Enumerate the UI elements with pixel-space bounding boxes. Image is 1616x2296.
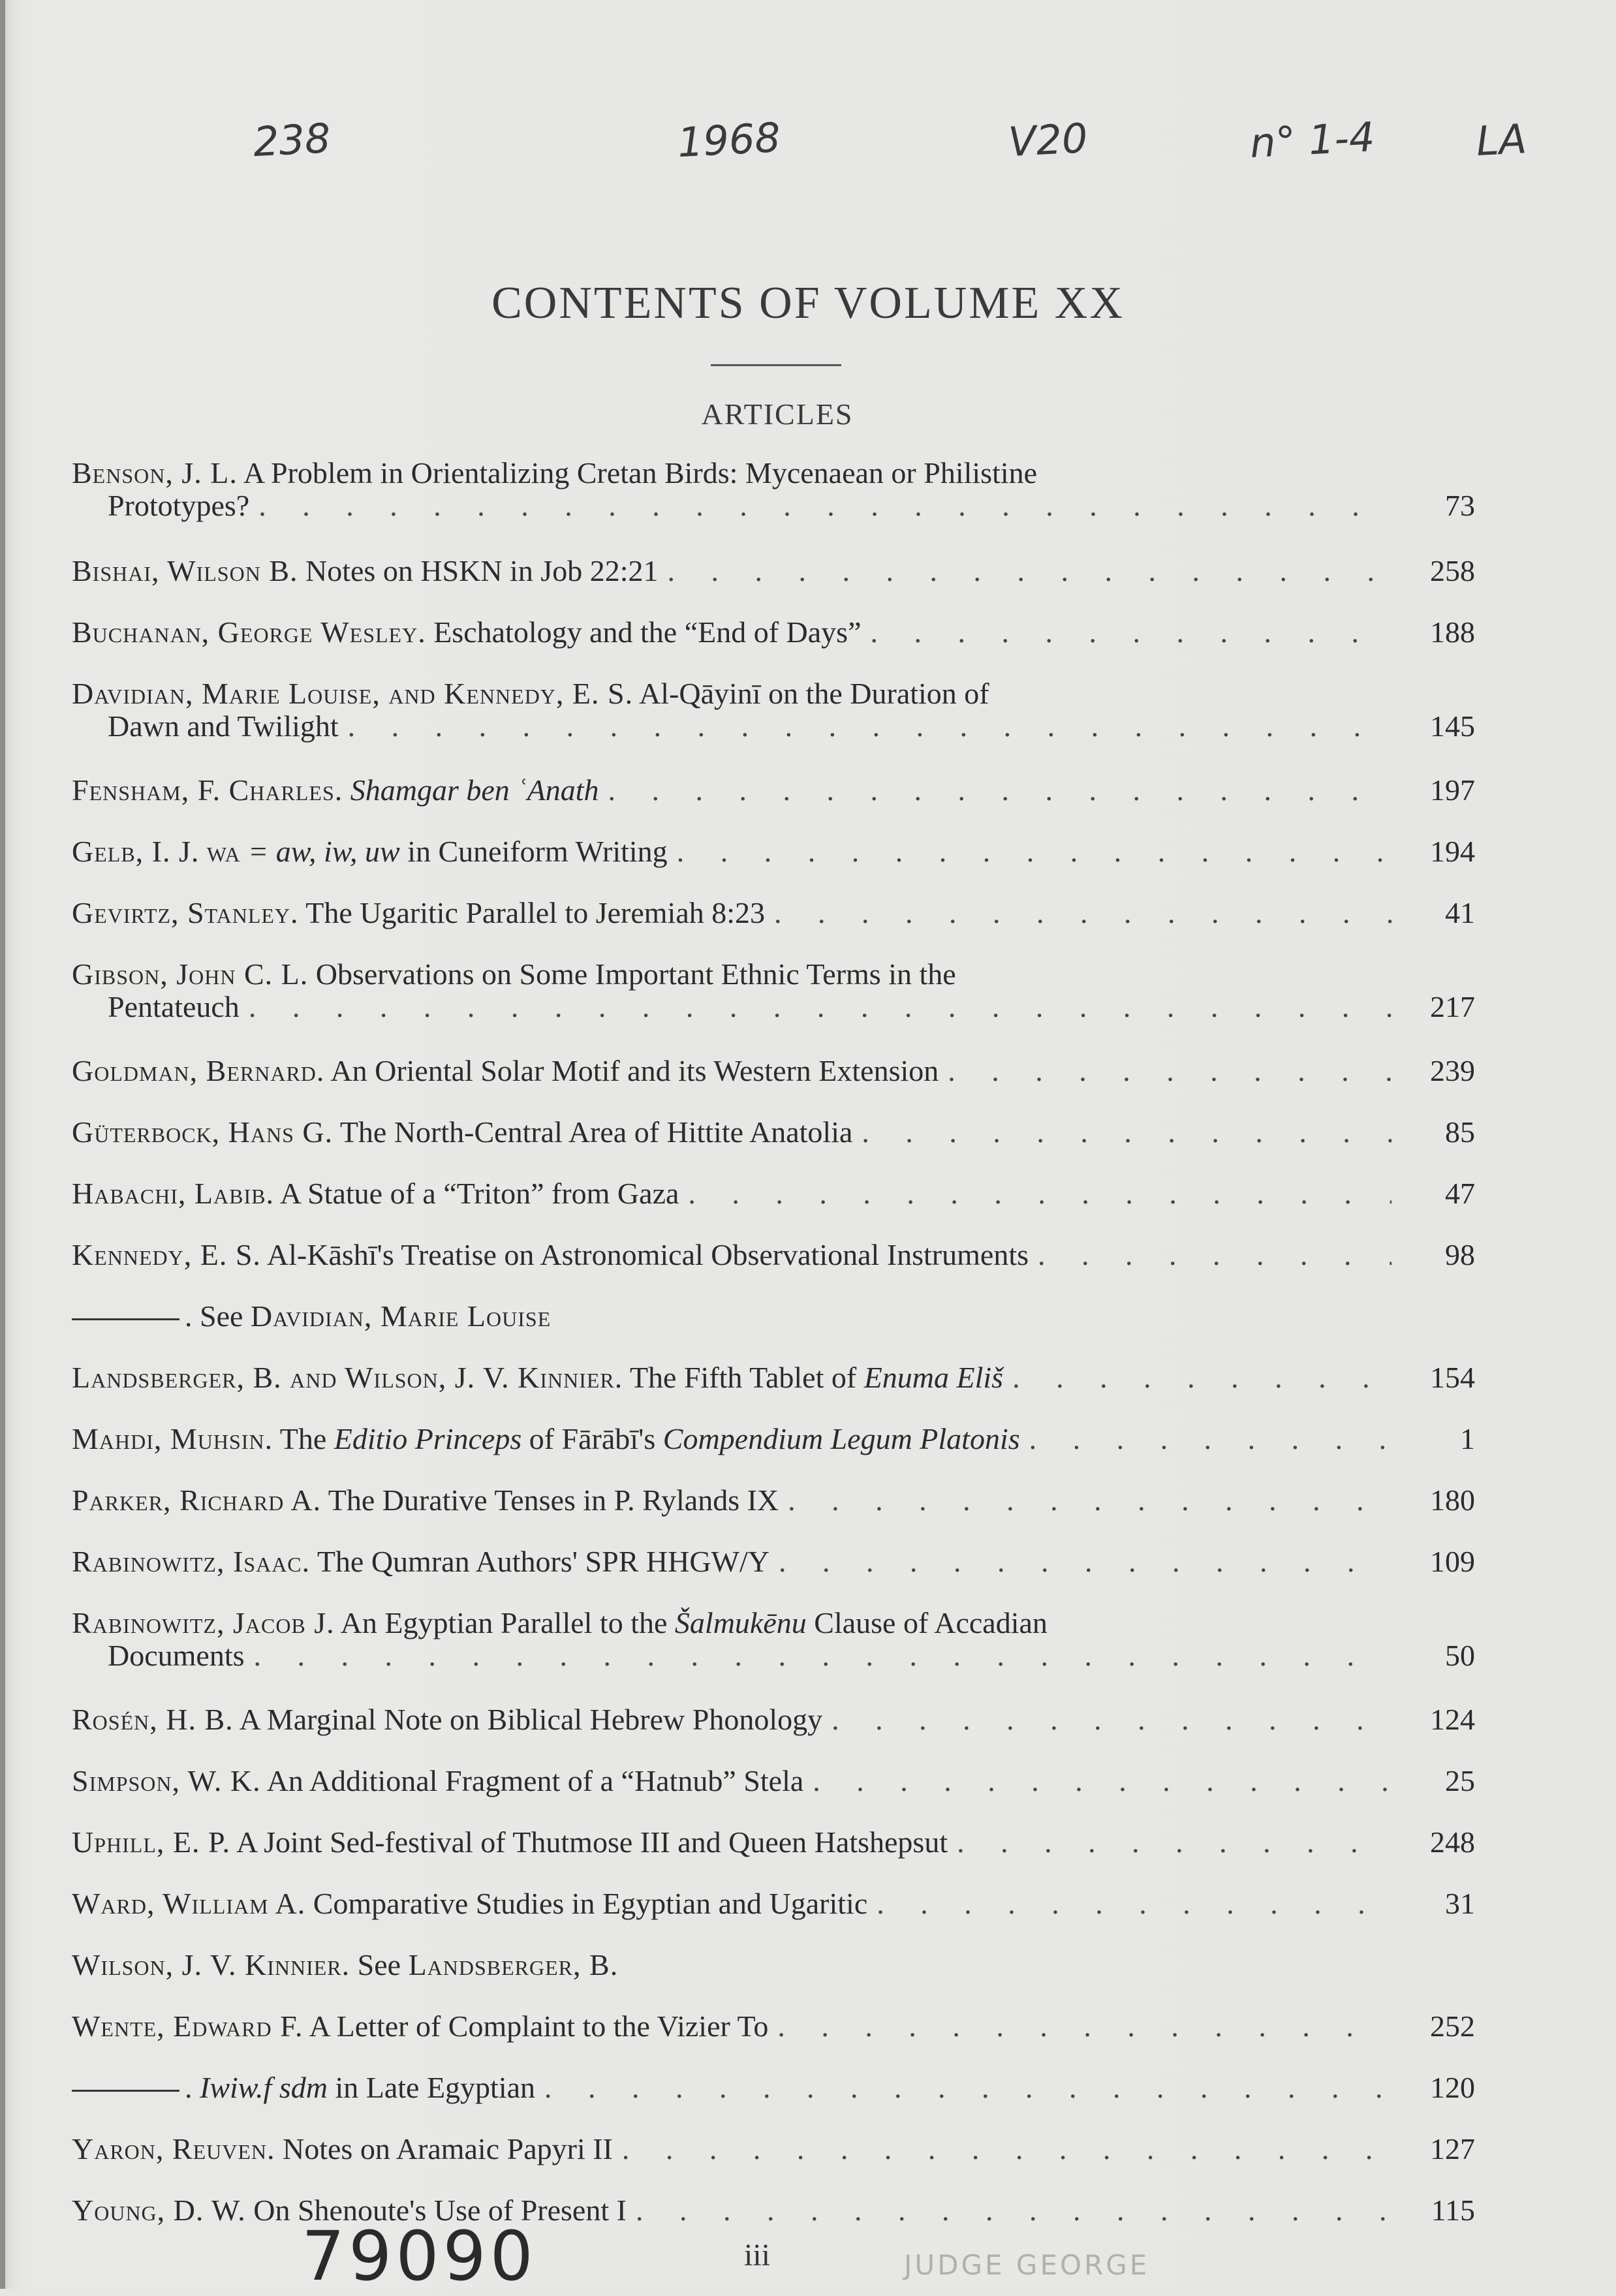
entry-title: The Qumran Authors' SPR HHGW/Y	[317, 1545, 769, 1578]
entry-author: Davidian, Marie Louise, and Kennedy, E. S.	[72, 677, 634, 710]
entry-author: Yaron, Reuven.	[72, 2132, 275, 2165]
toc-entry-line	[72, 1361, 1475, 1394]
entry-author: Gelb, I. J.	[72, 835, 200, 868]
entry-page-number: 217	[1430, 990, 1475, 1023]
toc-entry	[72, 958, 1475, 1023]
dot-leader	[254, 1639, 1391, 1672]
entry-title-italic: Shamgar ben ʿAnath	[350, 773, 599, 807]
toc-entry	[72, 2194, 1475, 2227]
entry-title: Observations on Some Important Ethnic Terms in the	[315, 957, 956, 991]
toc-entry-line	[72, 958, 1475, 991]
entry-page-number: 73	[1445, 489, 1475, 522]
toc-entry-text	[72, 1606, 1048, 1639]
toc-entry-line	[72, 1545, 1475, 1578]
entry-author: Wilson, J. V. Kinnier.	[72, 1948, 350, 1981]
entry-page-number: 127	[1430, 2132, 1475, 2165]
title-rule	[711, 364, 841, 366]
entry-author: Young, D. W.	[72, 2194, 246, 2227]
toc-entry-text	[72, 2010, 768, 2043]
dot-leader	[622, 2133, 1391, 2165]
page-title: CONTENTS OF VOLUME XX	[491, 278, 1125, 328]
toc-entry-continuation	[72, 710, 1475, 743]
toc-entry	[72, 1545, 1475, 1578]
toc-entry	[72, 1361, 1475, 1394]
toc-entry-line	[72, 1239, 1475, 1271]
entry-page-number: 124	[1430, 1703, 1475, 1736]
toc-entry-text	[72, 1545, 769, 1578]
entry-page-number: 120	[1430, 2071, 1475, 2104]
toc-entry	[72, 1300, 1475, 1333]
entry-author: Ward, William A.	[72, 1887, 306, 1920]
dot-leader	[544, 2071, 1391, 2104]
repeat-author-dash	[72, 2090, 179, 2092]
toc-entry-text	[72, 1116, 852, 1149]
toc-entry-continuation	[72, 991, 1475, 1023]
entry-title: Al-Qāyinī on the Duration of	[639, 677, 989, 710]
toc-entry-text	[72, 1765, 803, 1797]
dot-leader	[877, 1887, 1391, 1920]
entry-author: Goldman, Bernard.	[72, 1054, 325, 1087]
entry-author: Kennedy, E. S.	[72, 1238, 261, 1271]
entry-see-author: Davidian, Marie Louise	[250, 1299, 552, 1333]
entry-author: Gibson, John C. L.	[72, 957, 309, 991]
entry-title-italic: Editio Princeps	[334, 1422, 522, 1455]
toc-entry-line	[72, 2133, 1475, 2165]
entry-page-number: 248	[1430, 1825, 1475, 1859]
dot-leader	[608, 774, 1392, 807]
toc-entry-continuation	[72, 489, 1475, 522]
entry-title: On Shenoute's Use of Present I	[253, 2194, 627, 2227]
toc-entry	[72, 1055, 1475, 1087]
entry-see-author: Landsberger, B.	[408, 1948, 619, 1981]
entry-page-number: 197	[1430, 773, 1475, 807]
dot-leader	[871, 616, 1391, 649]
library-stamp: JUDGE GEORGE	[904, 2249, 1150, 2281]
entry-page-number: 258	[1430, 554, 1475, 587]
dot-leader	[1038, 1239, 1391, 1271]
toc-entry-text	[72, 1177, 679, 1210]
entry-title: A Marginal Note on Biblical Hebrew Phonology	[239, 1703, 823, 1736]
entry-author: Uphill, E. P.	[72, 1825, 230, 1859]
dot-leader	[636, 2194, 1391, 2227]
toc-entry-text	[72, 456, 1037, 489]
toc-entry-line	[72, 1949, 1475, 1981]
entry-page-number: 115	[1431, 2194, 1475, 2227]
toc-entry-text	[72, 897, 765, 929]
toc-entry	[72, 835, 1475, 868]
toc-entry	[72, 2071, 1475, 2104]
section-heading: ARTICLES	[701, 397, 854, 431]
toc-entry-line	[72, 1484, 1475, 1517]
entry-title: Comparative Studies in Egyptian and Ugaritic	[313, 1887, 868, 1920]
entry-title-rest: in Cuneiform Writing	[407, 835, 668, 868]
toc-entry	[72, 457, 1475, 522]
toc-entry-text	[72, 1887, 867, 1920]
entry-title: The	[279, 1422, 327, 1455]
toc-entry-text	[72, 774, 599, 807]
entry-title-italic: Enuma Eliš	[863, 1361, 1004, 1394]
toc-entry-text	[72, 1239, 1029, 1271]
toc-entry	[72, 1607, 1475, 1672]
toc-entry-line	[72, 457, 1475, 489]
handwritten-note-3: V20	[1007, 114, 1089, 166]
toc-entry	[72, 2133, 1475, 2165]
toc-entry-line	[72, 1055, 1475, 1087]
toc-entry-text	[72, 1361, 1003, 1394]
entry-title-italic: Iwiw.f sdm	[200, 2071, 328, 2104]
entry-title: An Oriental Solar Motif and its Western Extension	[330, 1054, 939, 1087]
toc-entry	[72, 774, 1475, 807]
toc-entry-line	[72, 555, 1475, 587]
handwritten-note-4: n° 1-4	[1249, 113, 1376, 167]
entry-page-number: 85	[1445, 1115, 1475, 1149]
entry-title: A Statue of a “Triton” from Gaza	[279, 1177, 679, 1210]
toc-entry	[72, 1703, 1475, 1736]
entry-page-number: 154	[1430, 1361, 1475, 1394]
toc-entry	[72, 2010, 1475, 2043]
entry-author: Habachi, Labib.	[72, 1177, 274, 1210]
dot-leader	[348, 710, 1391, 743]
handwritten-note-5: LA	[1475, 115, 1528, 165]
dot-leader	[948, 1055, 1391, 1087]
repeat-author-dash	[72, 1318, 179, 1320]
entry-title-italic: = aw, iw, uw	[248, 835, 400, 868]
entry-title-continued: Documents	[108, 1639, 245, 1672]
entry-title: An Additional Fragment of a “Hatnub” Stela	[266, 1764, 804, 1797]
entry-title: The North-Central Area of Hittite Anatolia	[339, 1115, 853, 1149]
entry-page-number: 109	[1430, 1545, 1475, 1578]
entry-author: Rosén, H. B.	[72, 1703, 234, 1736]
toc-entry-line	[72, 835, 1475, 868]
entry-title: The Ugaritic Parallel to Jeremiah 8:23	[305, 896, 766, 929]
toc-entry	[72, 1177, 1475, 1210]
entry-title-continued: Prototypes?	[108, 489, 250, 522]
entry-title-continued: Dawn and Twilight	[108, 709, 339, 743]
toc-entry-text	[72, 2133, 613, 2165]
dot-leader	[688, 1177, 1391, 1210]
toc-entry-line	[72, 2071, 1475, 2104]
entry-page-number: 1	[1460, 1422, 1475, 1455]
entry-title: A Letter of Complaint to the Vizier To	[309, 2009, 769, 2043]
handwritten-note-2: 1968	[676, 113, 782, 167]
entry-title-continued: Pentateuch	[108, 990, 240, 1023]
toc-entry-text	[72, 1703, 822, 1736]
entry-author: Gevirtz, Stanley.	[72, 896, 299, 929]
toc-entry-line	[72, 1300, 1475, 1333]
entry-page-number: 25	[1445, 1764, 1475, 1797]
toc-entry-line	[72, 1607, 1475, 1639]
toc-entry-line	[72, 616, 1475, 649]
entry-author: Benson, J. L.	[72, 456, 238, 489]
stamp-number: 79090	[302, 2216, 537, 2296]
entry-title: A Joint Sed-festival of Thutmose III and Queen Hatshepsut	[236, 1825, 948, 1859]
dot-leader	[774, 897, 1391, 929]
dot-leader	[813, 1765, 1391, 1797]
toc-entry	[72, 1484, 1475, 1517]
entry-author: Bishai, Wilson B.	[72, 554, 298, 587]
entry-page-number: 47	[1445, 1177, 1475, 1210]
dot-leader	[862, 1116, 1391, 1149]
entry-author: Wente, Edward F.	[72, 2009, 303, 2043]
entry-page-number: 180	[1430, 1483, 1475, 1517]
dot-leader	[779, 1545, 1391, 1578]
toc-entry	[72, 1949, 1475, 1981]
toc-entry	[72, 1423, 1475, 1455]
toc-entry-line	[72, 1177, 1475, 1210]
dot-leader	[249, 991, 1391, 1023]
entry-title: The Durative Tenses in P. Rylands IX	[328, 1483, 779, 1517]
entry-title-italic: Compendium Legum Platonis	[662, 1422, 1020, 1455]
toc-entry-line	[72, 677, 1475, 710]
toc-entry	[72, 1887, 1475, 1920]
toc-entry-text	[72, 1948, 618, 1981]
entry-title: Notes on HSKN in Job 22:21	[305, 554, 659, 587]
entry-author: Landsberger, B. and Wilson, J. V. Kinnier.	[72, 1361, 623, 1394]
entry-title: Notes on Aramaic Papyri II	[283, 2132, 613, 2165]
dot-leader	[957, 1826, 1391, 1859]
toc-entry-text	[72, 957, 956, 991]
entry-page-number: 188	[1430, 615, 1475, 649]
entry-page-number: 194	[1430, 835, 1475, 868]
toc-entry-text	[72, 1055, 939, 1087]
entry-title-rest: of Fārābī's	[529, 1422, 656, 1455]
entry-title: Eschatology and the “End of Days”	[433, 615, 862, 649]
entry-author: Rabinowitz, Jacob J.	[72, 1606, 335, 1639]
handwritten-note-1: 238	[252, 114, 332, 166]
toc-entry	[72, 1116, 1475, 1149]
entry-title: .	[185, 2071, 193, 2104]
toc-entry-text	[72, 835, 668, 868]
entry-page-number: 31	[1445, 1887, 1475, 1920]
dot-leader	[1012, 1361, 1391, 1394]
toc-entry-line	[72, 1765, 1475, 1797]
toc-entry-line	[72, 1423, 1475, 1455]
toc-entry-line	[72, 1887, 1475, 1920]
entry-page-number: 98	[1445, 1238, 1475, 1271]
toc-entry-text	[72, 2071, 535, 2104]
entry-page-number: 145	[1430, 709, 1475, 743]
entry-title-smallcaps: wa	[206, 835, 241, 868]
toc-entry-text	[72, 677, 989, 710]
entry-author: Parker, Richard A.	[72, 1483, 322, 1517]
toc-entry	[72, 1765, 1475, 1797]
entry-author: Simpson, W. K.	[72, 1764, 261, 1797]
toc-entry-line	[72, 1703, 1475, 1736]
toc-entry	[72, 616, 1475, 649]
toc-entry-text	[72, 1423, 1020, 1455]
toc-entry	[72, 677, 1475, 743]
entry-title-italic: Šalmukēnu	[674, 1606, 807, 1639]
toc-entry	[72, 897, 1475, 929]
toc-entry	[72, 555, 1475, 587]
binding-edge	[0, 0, 5, 2289]
dot-leader	[258, 489, 1391, 522]
toc-entry-line	[72, 897, 1475, 929]
toc-entry-text	[72, 1299, 551, 1333]
entry-page-number: 41	[1445, 896, 1475, 929]
entry-page-number: 50	[1445, 1639, 1475, 1672]
toc-entry-text	[72, 1484, 779, 1517]
dot-leader	[1029, 1423, 1391, 1455]
toc-entry	[72, 1239, 1475, 1271]
entry-page-number: 239	[1430, 1054, 1475, 1087]
toc-entry-continuation	[72, 1639, 1475, 1672]
entry-title: An Egyptian Parallel to the	[340, 1606, 668, 1639]
entry-title: A Problem in Orientalizing Cretan Birds: Mycenaean or Philistine	[243, 456, 1038, 489]
dot-leader	[788, 1484, 1391, 1517]
entry-author: Mahdi, Muhsin.	[72, 1422, 273, 1455]
entry-title-rest: in Late Egyptian	[335, 2071, 536, 2104]
entry-see: See	[357, 1948, 401, 1981]
entry-author: Fensham, F. Charles.	[72, 773, 343, 807]
toc-entry	[72, 1826, 1475, 1859]
page-number: iii	[744, 2238, 771, 2273]
toc-entry-text	[72, 555, 659, 587]
toc-entry-line	[72, 1116, 1475, 1149]
toc-entry-text	[72, 1826, 948, 1859]
toc-entry-line	[72, 1826, 1475, 1859]
entry-title: Al-Kāshī's Treatise on Astronomical Observational Instruments	[266, 1238, 1029, 1271]
toc-entry-line	[72, 2010, 1475, 2043]
toc-entry-line	[72, 2194, 1475, 2227]
dot-leader	[777, 2010, 1391, 2043]
toc-entry-line	[72, 774, 1475, 807]
entry-page-number: 252	[1430, 2009, 1475, 2043]
dot-leader	[668, 555, 1391, 587]
entry-title: The Fifth Tablet of	[629, 1361, 857, 1394]
entry-see: . See	[185, 1299, 243, 1333]
entry-author: Rabinowitz, Isaac.	[72, 1545, 311, 1578]
toc-entry-text	[72, 616, 862, 649]
dot-leader	[677, 835, 1391, 868]
entry-title-rest: Clause of Accadian	[814, 1606, 1048, 1639]
entry-author: Güterbock, Hans G.	[72, 1115, 334, 1149]
dot-leader	[831, 1703, 1391, 1736]
entry-author: Buchanan, George Wesley.	[72, 615, 426, 649]
